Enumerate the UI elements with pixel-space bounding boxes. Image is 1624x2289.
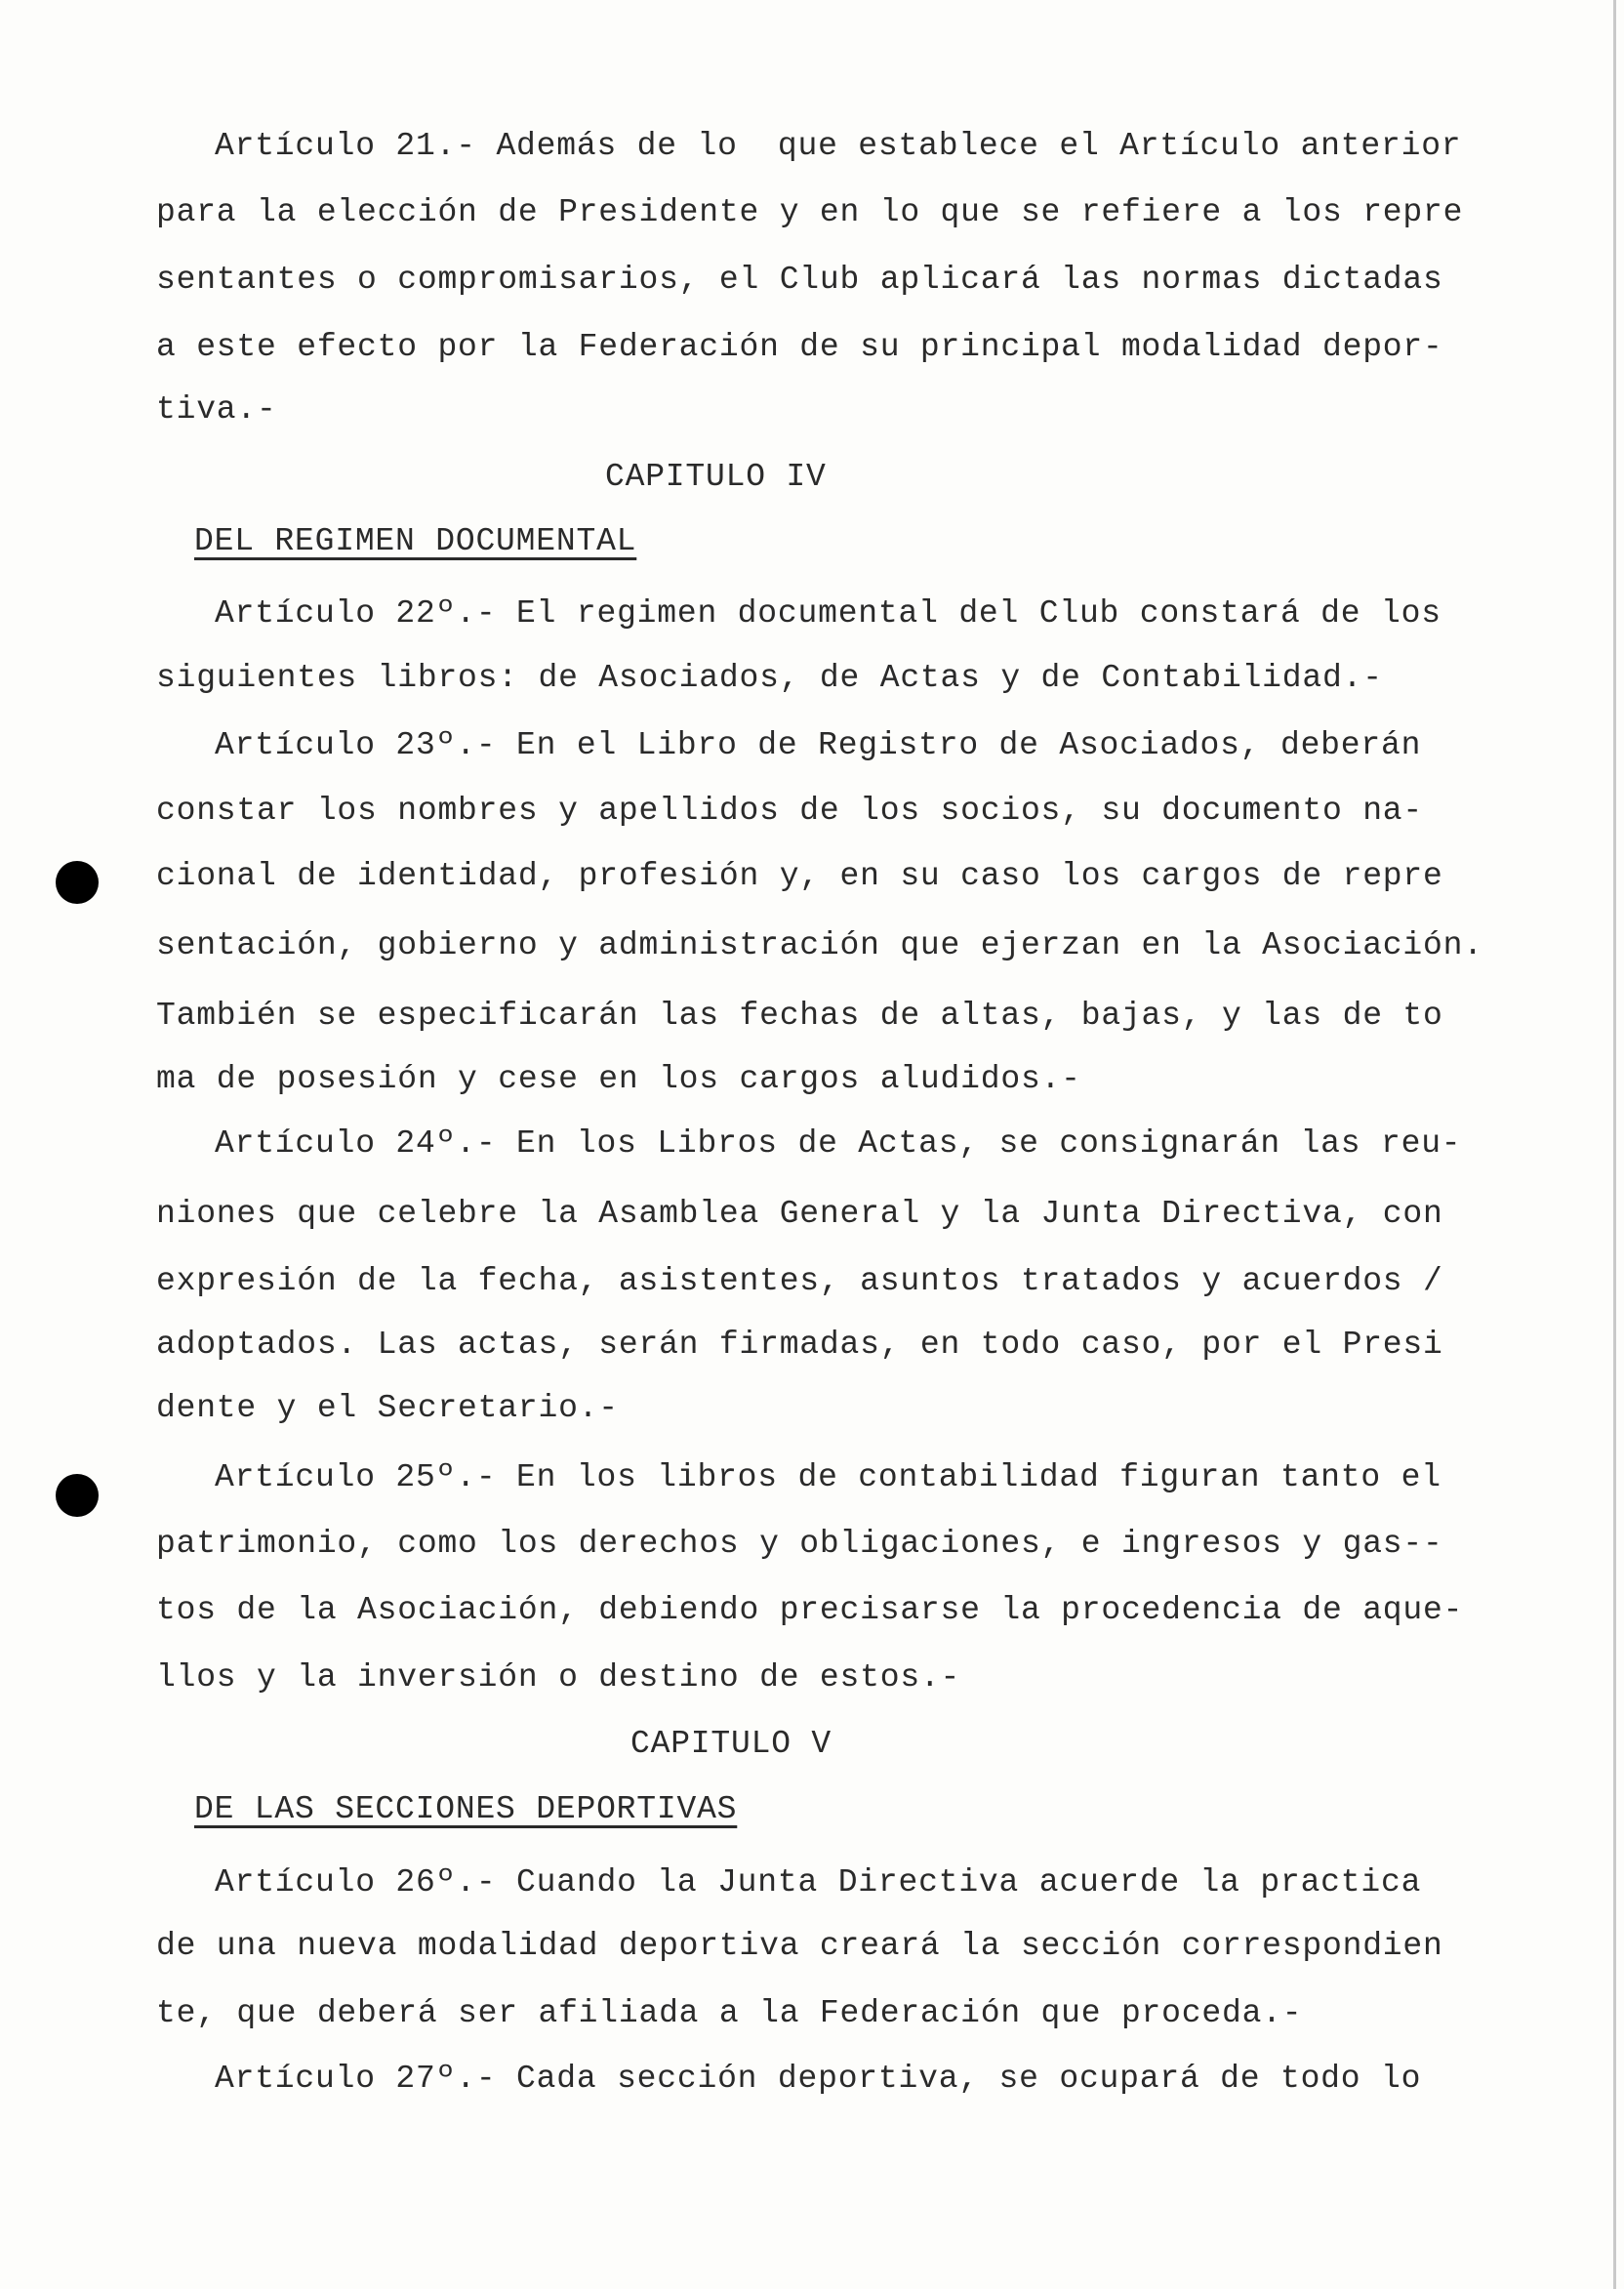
text-line: patrimonio, como los derechos y obligaciones, e ingresos y gas-- [156, 1526, 1443, 1562]
text-line: Artículo 24º.- En los Libros de Actas, se consignarán las reu- [215, 1125, 1462, 1162]
punch-hole [56, 1474, 99, 1517]
text-line: llos y la inversión o destino de estos.- [156, 1659, 961, 1696]
text-line: de una nueva modalidad deportiva creará la sección correspondien [156, 1928, 1443, 1964]
text-line: Artículo 23º.- En el Libro de Registro de Asociados, deberán [215, 727, 1422, 763]
punch-hole [56, 861, 99, 904]
text-line: niones que celebre la Asamblea General y la Junta Directiva, con [156, 1196, 1443, 1232]
text-line: También se especificarán las fechas de altas, bajas, y las de to [156, 998, 1443, 1034]
chapter-title: CAPITULO IV [605, 459, 827, 495]
text-line: dente y el Secretario.- [156, 1390, 619, 1426]
text-line: adoptados. Las actas, serán firmadas, en todo caso, por el Presi [156, 1327, 1443, 1363]
section-heading: DEL REGIMEN DOCUMENTAL [194, 523, 637, 559]
text-line: te, que deberá ser afiliada a la Federación que proceda.- [156, 1995, 1303, 2031]
text-line: cional de identidad, profesión y, en su caso los cargos de repre [156, 858, 1443, 894]
page-edge [1613, 0, 1616, 2289]
text-line: sentantes o compromisarios, el Club aplicará las normas dictadas [156, 262, 1443, 298]
chapter-title: CAPITULO V [630, 1726, 832, 1762]
text-line: Artículo 26º.- Cuando la Junta Directiva acuerde la practica [215, 1864, 1422, 1901]
text-line: tos de la Asociación, debiendo precisarse la procedencia de aque- [156, 1592, 1464, 1628]
section-heading: DE LAS SECCIONES DEPORTIVAS [194, 1791, 738, 1827]
text-line: Artículo 22º.- El regimen documental del Club constará de los [215, 595, 1441, 632]
text-line: a este efecto por la Federación de su principal modalidad depor- [156, 329, 1443, 365]
text-line: constar los nombres y apellidos de los socios, su documento na- [156, 793, 1424, 829]
text-line: Artículo 27º.- Cada sección deportiva, se ocupará de todo lo [215, 2061, 1422, 2097]
text-line: siguientes libros: de Asociados, de Actas y de Contabilidad.- [156, 660, 1383, 696]
text-line: sentación, gobierno y administración que ejerzan en la Asociación. [156, 927, 1483, 963]
text-line: ma de posesión y cese en los cargos aludidos.- [156, 1061, 1081, 1097]
text-line: Artículo 21.- Además de lo que establece el Artículo anterior [215, 128, 1462, 164]
text-line: tiva.- [156, 391, 277, 428]
text-line: expresión de la fecha, asistentes, asuntos tratados y acuerdos / [156, 1263, 1443, 1299]
text-line: para la elección de Presidente y en lo que se refiere a los repre [156, 194, 1464, 230]
text-line: Artículo 25º.- En los libros de contabilidad figuran tanto el [215, 1459, 1441, 1495]
